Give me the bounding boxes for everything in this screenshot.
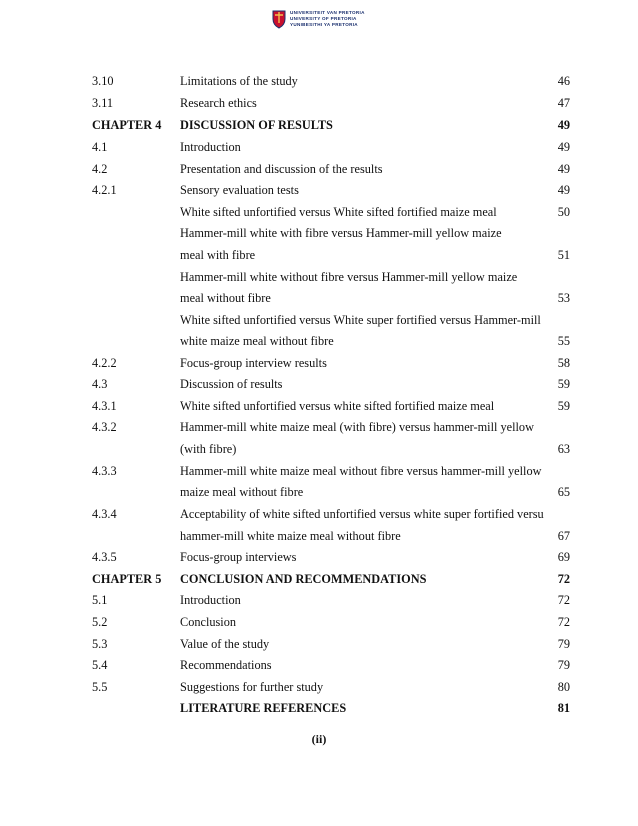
toc-entry [0,313,638,331]
page-number: (ii) [311,732,327,746]
toc-entry [0,291,638,309]
logo-line-2: UNIVERSITY OF PRETORIA [290,16,357,21]
toc-entry [0,615,638,633]
toc-entry [0,658,638,676]
toc-entry [0,248,638,266]
toc-entry-page: 58 [557,356,570,370]
toc-entry-title: CONCLUSION AND RECOMMENDATIONS [180,572,427,586]
toc-entry-page: 49 [557,162,570,176]
logo-line-3: YUNIBESITHI YA PRETORIA [290,22,358,27]
toc-entry [0,140,638,158]
toc-entry-page: 65 [557,485,570,499]
toc-entry-page: 51 [557,248,570,262]
toc-entry-page: 59 [557,377,570,391]
toc-entry-page: 63 [557,442,570,456]
toc-entry [0,507,638,525]
toc-entry-page: 80 [557,680,570,694]
toc-entry-title: (with fibre) [180,442,237,456]
toc-entry-number: 4.3.2 [92,420,117,434]
toc-entry-number: 5.5 [92,680,108,694]
toc-entry-number: 4.1 [92,140,108,154]
toc-entry-number: 4.3.3 [92,464,117,478]
toc-entry-page: 46 [557,74,570,88]
toc-entry-page: 79 [557,637,570,651]
toc-entry-title: Conclusion [180,615,237,629]
toc-entry-title: hammer-mill white maize meal without fibre [180,529,401,543]
toc-entry-title: Introduction [180,593,241,607]
toc-entry-page: 72 [557,615,570,629]
toc-entry [0,420,638,438]
university-logo [272,6,365,32]
toc-entry-number: CHAPTER 4 [92,118,162,132]
toc-entry-title: maize meal without fibre [180,485,304,499]
toc-entry-title: Hammer-mill white maize meal without fibre versus hammer-mill yellow [180,464,542,478]
toc-entry-title: DISCUSSION OF RESULTS [180,118,333,132]
toc-entry [0,637,638,655]
toc-entry-page: 69 [557,550,570,564]
toc-entry-title: white maize meal without fibre [180,334,334,348]
toc-entry-title: Hammer-mill white maize meal (with fibre) versus hammer-mill yellow [180,420,534,434]
toc-entry [0,270,638,288]
toc-entry-title: Value of the study [180,637,270,651]
toc-entry-page: 59 [557,399,570,413]
toc-entry-number: 3.11 [92,96,114,110]
toc-entry [0,464,638,482]
toc-entry [0,593,638,611]
toc-entry-number: 4.3 [92,377,108,391]
toc-entry [0,680,638,698]
toc-entry-title: Hammer-mill white without fibre versus Hammer-mill yellow maize [180,270,518,284]
toc-entry-title: LITERATURE REFERENCES [180,701,347,715]
logo-line-1: UNIVERSITEIT VAN PRETORIA [290,10,365,15]
toc-entry-title: Hammer-mill white with fibre versus Hammer-mill yellow maize [180,226,502,240]
university-name [290,10,365,28]
toc-entry-number: 4.3.1 [92,399,117,413]
toc-entry [0,118,638,136]
toc-entry-page: 49 [557,183,570,197]
toc-entry-page: 53 [557,291,570,305]
toc-entry-page: 55 [557,334,570,348]
toc-entry [0,74,638,92]
toc-entry-title: Recommendations [180,658,272,672]
toc-entry-number: 5.1 [92,593,108,607]
toc-entry-number: 4.2.1 [92,183,117,197]
toc-entry-page: 49 [557,118,570,132]
toc-entry [0,529,638,547]
toc-entry-title: Introduction [180,140,241,154]
toc-entry-title: Presentation and discussion of the results [180,162,383,176]
toc-entry-page: 72 [557,593,570,607]
toc-entry-title: Focus-group interviews [180,550,297,564]
toc-entry [0,226,638,244]
toc-entry [0,377,638,395]
toc-entry-number: 5.2 [92,615,108,629]
toc-entry-number: CHAPTER 5 [92,572,162,586]
toc-entry [0,550,638,568]
university-crest-icon [272,9,286,29]
toc-entry-title: Acceptability of white sifted unfortified versus white super fortified versu [180,507,544,521]
toc-entry-title: White sifted unfortified versus White super fortified versus Hammer-mill [180,313,541,327]
toc-entry-page: 81 [557,701,570,715]
toc-entry-title: Limitations of the study [180,74,298,88]
toc-entry-page: 67 [557,529,570,543]
toc-entry-page: 49 [557,140,570,154]
toc-entry-page: 72 [557,572,570,586]
toc-entry [0,399,638,417]
toc-entry-number: 3.10 [92,74,114,88]
toc-entry-number: 4.2.2 [92,356,117,370]
toc-entry-title: Focus-group interview results [180,356,327,370]
toc-entry-title: meal without fibre [180,291,271,305]
toc-entry [0,572,638,590]
toc-entry-number: 4.3.5 [92,550,117,564]
toc-entry [0,442,638,460]
toc-entry-title: White sifted unfortified versus White sifted fortified maize meal [180,205,497,219]
toc-entry-title: meal with fibre [180,248,256,262]
toc-entry [0,96,638,114]
toc-entry-number: 4.2 [92,162,108,176]
toc-entry [0,162,638,180]
toc-entry [0,701,638,719]
toc-entry [0,356,638,374]
toc-entry-page: 50 [557,205,570,219]
toc-entry-number: 5.4 [92,658,108,672]
toc-entry-title: Sensory evaluation tests [180,183,299,197]
toc-entry-title: White sifted unfortified versus white sifted fortified maize meal [180,399,495,413]
toc-entry [0,205,638,223]
toc-entry-title: Research ethics [180,96,257,110]
toc-entry-page: 79 [557,658,570,672]
toc-entry-page: 47 [557,96,570,110]
toc-entry [0,334,638,352]
toc-entry-title: Suggestions for further study [180,680,324,694]
toc-entry [0,485,638,503]
toc-entry-number: 5.3 [92,637,108,651]
toc-entry-number: 4.3.4 [92,507,117,521]
toc-entry [0,183,638,201]
toc-entry-title: Discussion of results [180,377,283,391]
